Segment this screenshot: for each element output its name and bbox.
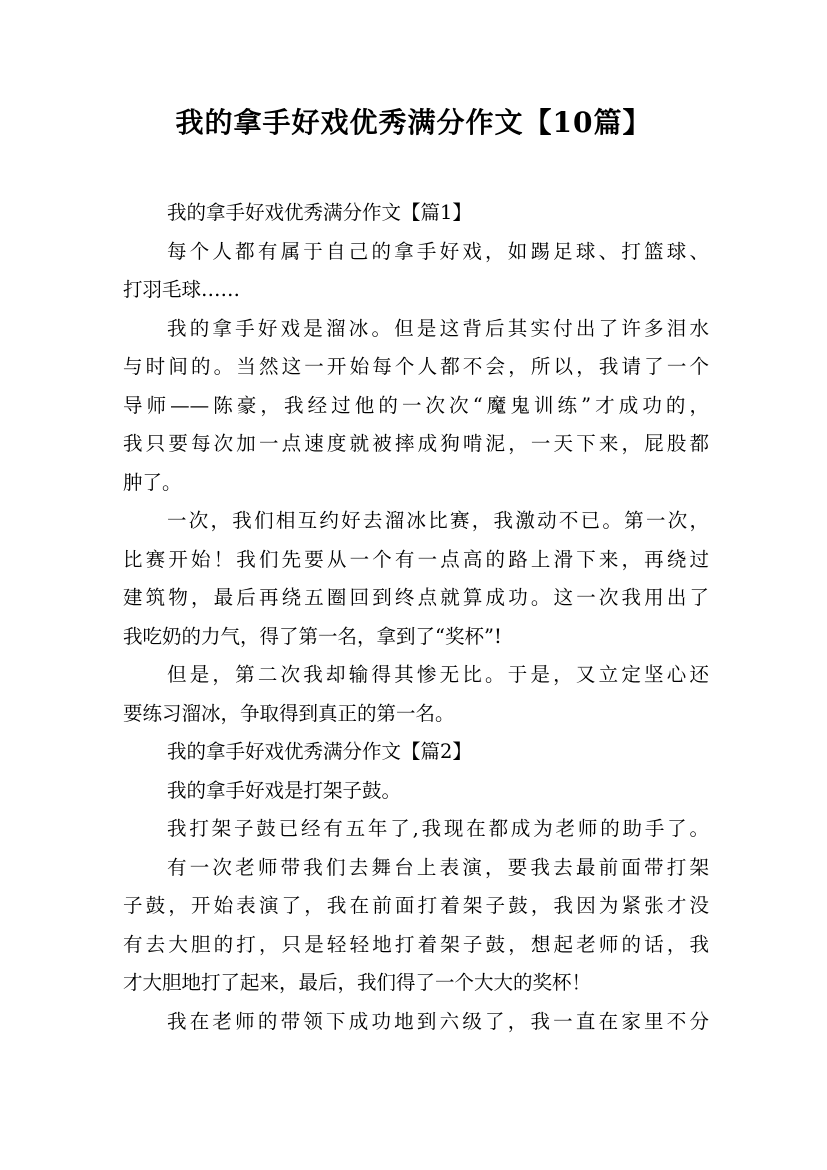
paragraph-line: 比赛开始！我们先要从一个有一点高的路上滑下来，再绕过 [123,547,709,571]
paragraph-line: 打羽毛球…… [123,278,241,301]
paragraph-line: 我的拿手好戏是溜冰。但是这背后其实付出了许多泪水 [167,316,709,340]
paragraph-line: 有去大胆的打，只是轻轻地打着架子鼓，想起老师的话，我 [123,932,709,956]
paragraph-line: 我在老师的带领下成功地到六级了，我一直在家里不分 [167,1009,709,1033]
paragraph-line: 我打架子鼓已经有五年了,我现在都成为老师的助手了。 [167,817,709,840]
paragraph-line: 每个人都有属于自己的拿手好戏，如踢足球、打篮球、 [167,239,709,263]
paragraph-line: 我吃奶的力气，得了第一名，拿到了“奖杯”! [123,624,502,648]
section-heading: 我的拿手好戏优秀满分作文【篇2】 [167,740,472,763]
paragraph-line: 导师——陈豪，我经过他的一次次“魔鬼训练”才成功的， [123,393,709,417]
paragraph-line: 有一次老师带我们去舞台上表演，要我去最前面带打架 [167,855,709,879]
paragraph-line: 一次，我们相互约好去溜冰比赛，我激动不已。第一次， [167,509,709,532]
paragraph-line: 才大胆地打了起来，最后，我们得了一个大大的奖杯！ [123,971,592,994]
paragraph-line: 我的拿手好戏是打架子鼓。 [167,778,402,802]
paragraph-line: 我只要每次加一点速度就被摔成狗啃泥，一天下来，屁股都 [123,432,709,455]
section-heading: 我的拿手好戏优秀满分作文【篇1】 [167,201,472,224]
paragraph-line: 肿了。 [123,470,182,494]
paragraph-line: 要练习溜冰，争取得到真正的第一名。 [123,701,455,725]
document-title: 我的拿手好戏优秀满分作文【10篇】 [175,106,652,139]
paragraph-line: 但是，第二次我却输得其惨无比。于是，又立定坚心还 [167,663,709,686]
paragraph-line: 建筑物，最后再绕五圈回到终点就算成功。这一次我用出了 [123,586,709,609]
paragraph-line: 子鼓，开始表演了，我在前面打着架子鼓，我因为紧张才没 [123,894,709,917]
document-body [123,194,709,1041]
paragraph-line: 与时间的。当然这一开始每个人都不会，所以，我请了一个 [123,355,709,378]
